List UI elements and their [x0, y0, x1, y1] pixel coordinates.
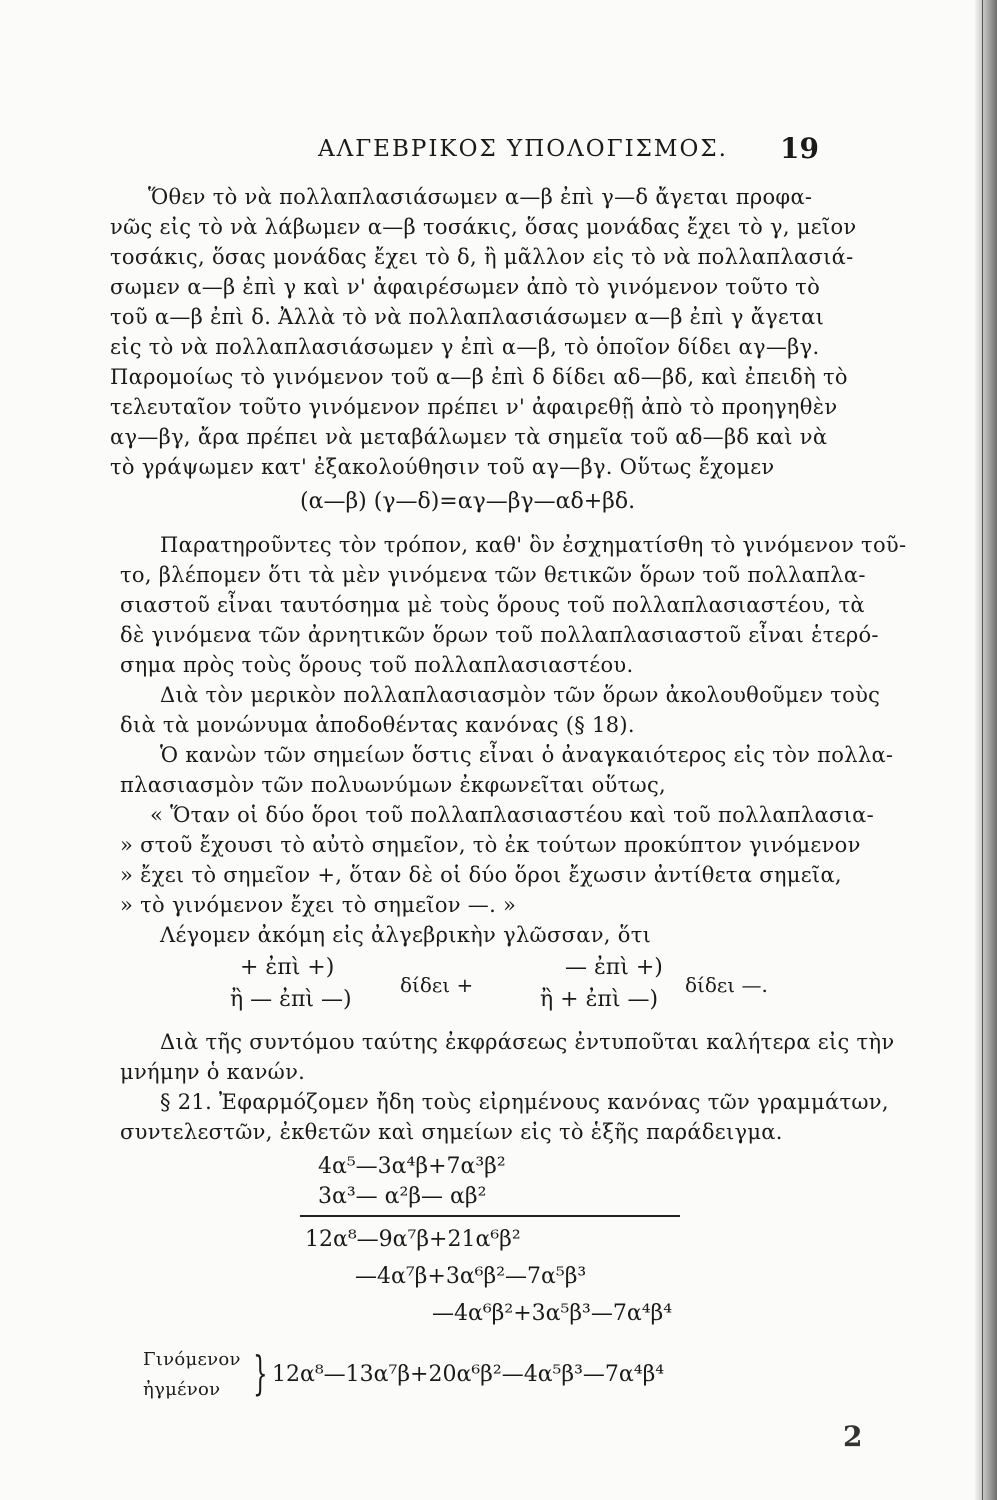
page-number: 19 [780, 132, 819, 165]
text-line: Ὅθεν τὸ νὰ πολλαπλασιάσωμεν α—β ἐπὶ γ—δ ἄγεται προφα- [148, 185, 813, 209]
example-multiplicand: 4α⁵—3α⁴β+7α³β² [318, 1154, 506, 1179]
text-line: Ὁ κανὼν τῶν σημείων ὅστις εἶναι ὁ ἀναγκαιότερος εἰς τὸν πολλα- [160, 743, 894, 767]
text-line: Παρατηροῦντες τὸν τρόπον, καθ' ὃν ἐσχηματίσθη τὸ γινόμενον τοῦ- [160, 533, 907, 557]
text-line: δὲ γινόμενα τῶν ἀρνητικῶν ὅρων τοῦ πολλαπλασιαστοῦ εἶναι ἑτερό- [120, 623, 879, 647]
text-line: μνήμην ὁ κανών. [120, 1060, 306, 1084]
sign-rule-right-top: — ἐπὶ +) [565, 955, 663, 980]
sign-rule-right-bottom: ἢ + ἐπὶ —) [540, 987, 659, 1012]
text-line: Διὰ τῆς συντόμου ταύτης ἐκφράσεως ἐντυποῦται καλήτερα εἰς τὴν [160, 1030, 895, 1054]
example-multiplier: 3α³— α²β— αβ² [318, 1184, 487, 1209]
result-label: Γινόμενον [143, 1349, 241, 1370]
multiplication-rule [300, 1215, 680, 1217]
text-line: τοῦ α—β ἐπὶ δ. Ἀλλὰ τὸ νὰ πολλαπλασιάσωμεν α—β ἐπὶ γ ἄγεται [110, 305, 825, 329]
sign-rule-left-result: δίδει + [400, 973, 474, 997]
text-line: τοσάκις, ὅσας μονάδας ἔχει τὸ δ, ἢ μᾶλλον εἰς τὸ νὰ πολλαπλασιά- [110, 245, 854, 269]
result-label: ἠγμένον [143, 1379, 221, 1400]
quote-line: » τὸ γινόμενον ἔχει τὸ σημεῖον —. » [120, 893, 517, 917]
product-formula: (α—β) (γ—δ)=αγ—βγ—αδ+βδ. [300, 489, 636, 514]
text-line: εἰς τὸ νὰ πολλαπλασιάσωμεν γ ἐπὶ α—β, τὸ ὁποῖον δίδει αγ—βγ. [110, 335, 820, 359]
text-line: σωμεν α—β ἐπὶ γ καὶ ν' ἀφαιρέσωμεν ἀπὸ τὸ γινόμενον τοῦτο τὸ [110, 275, 821, 299]
sign-rule-left-bottom: ἢ — ἐπὶ —) [230, 987, 352, 1012]
sign-rule-left-top: + ἐπὶ +) [240, 955, 335, 980]
partial-product-3: —4α⁶β²+3α⁵β³—7α⁴β⁴ [432, 1301, 673, 1326]
sign-rule-right-result: δίδει —. [685, 973, 768, 997]
text-line: πλασιασμὸν τῶν πολυωνύμων ἐκφωνεῖται οὕτως, [120, 773, 666, 797]
quote-line: » ἔχει τὸ σημεῖον +, ὅταν δὲ οἱ δύο ὅροι ἔχωσιν ἀντίθετα σημεῖα, [120, 863, 842, 887]
final-product: 12α⁸—13α⁷β+20α⁶β²—4α⁵β³—7α⁴β⁴ [272, 1362, 665, 1387]
partial-product-2: —4α⁷β+3α⁶β²—7α⁵β³ [355, 1264, 587, 1289]
text-line: τελευταῖον τοῦτο γινόμενον πρέπει ν' ἀφαιρεθῇ ἀπὸ τὸ προηγηθὲν [110, 395, 838, 419]
section-line: § 21. Ἐφαρμόζομεν ἤδη τοὺς εἰρημένους κανόνας τῶν γραμμάτων, [160, 1090, 889, 1114]
text-line: Διὰ τὸν μερικὸν πολλαπλασιασμὸν τῶν ὅρων ἀκολουθοῦμεν τοὺς [160, 683, 881, 707]
text-line: συντελεστῶν, ἐκθετῶν καὶ σημείων εἰς τὸ ἑξῆς παράδειγμα. [120, 1120, 783, 1144]
quote-line: « Ὅταν οἱ δύο ὅροι τοῦ πολλαπλασιαστέου καὶ τοῦ πολλαπλασια- [150, 803, 875, 827]
quote-line: » στοῦ ἔχουσι τὸ αὐτὸ σημεῖον, τὸ ἐκ τούτων προκύπτον γινόμενον [120, 833, 861, 857]
partial-product-1: 12α⁸—9α⁷β+21α⁶β² [305, 1227, 521, 1252]
text-line: αγ—βγ, ἄρα πρέπει νὰ μεταβάλωμεν τὰ σημεῖα τοῦ αδ—βδ καὶ νὰ [110, 425, 828, 449]
text-line: διὰ τὰ μονώνυμα ἀποδοθέντας κανόνας (§ 18). [120, 713, 635, 737]
page-footer-mark: 2 [843, 1420, 863, 1453]
page-edge-shadow [975, 0, 997, 1500]
text-line: τὸ γράψωμεν κατ' ἐξακολούθησιν τοῦ αγ—βγ. Οὕτως ἔχομεν [110, 455, 775, 479]
running-header: ΑΛΓΕΒΡΙΚΟΣ ΥΠΟΛΟΓΙΣΜΟΣ. [318, 136, 728, 162]
brace-icon: } [253, 1346, 268, 1400]
text-line: νῶς εἰς τὸ νὰ λάβωμεν α—β τοσάκις, ὅσας μονάδας ἔχει τὸ γ, μεῖον [110, 215, 857, 239]
text-line: το, βλέπομεν ὅτι τὰ μὲν γινόμενα τῶν θετικῶν ὅρων τοῦ πολλαπλα- [120, 563, 866, 587]
text-line: Παρομοίως τὸ γινόμενον τοῦ α—β ἐπὶ δ δίδει αδ—βδ, καὶ ἐπειδὴ τὸ [110, 365, 848, 389]
text-line: Λέγομεν ἀκόμη εἰς ἀλγεβρικὴν γλῶσσαν, ὅτι [160, 923, 652, 947]
text-line: σιαστοῦ εἶναι ταυτόσημα μὲ τοὺς ὅρους τοῦ πολλαπλασιαστέου, τὰ [120, 593, 865, 617]
text-line: σημα πρὸς τοὺς ὅρους τοῦ πολλαπλασιαστέου. [120, 653, 634, 677]
